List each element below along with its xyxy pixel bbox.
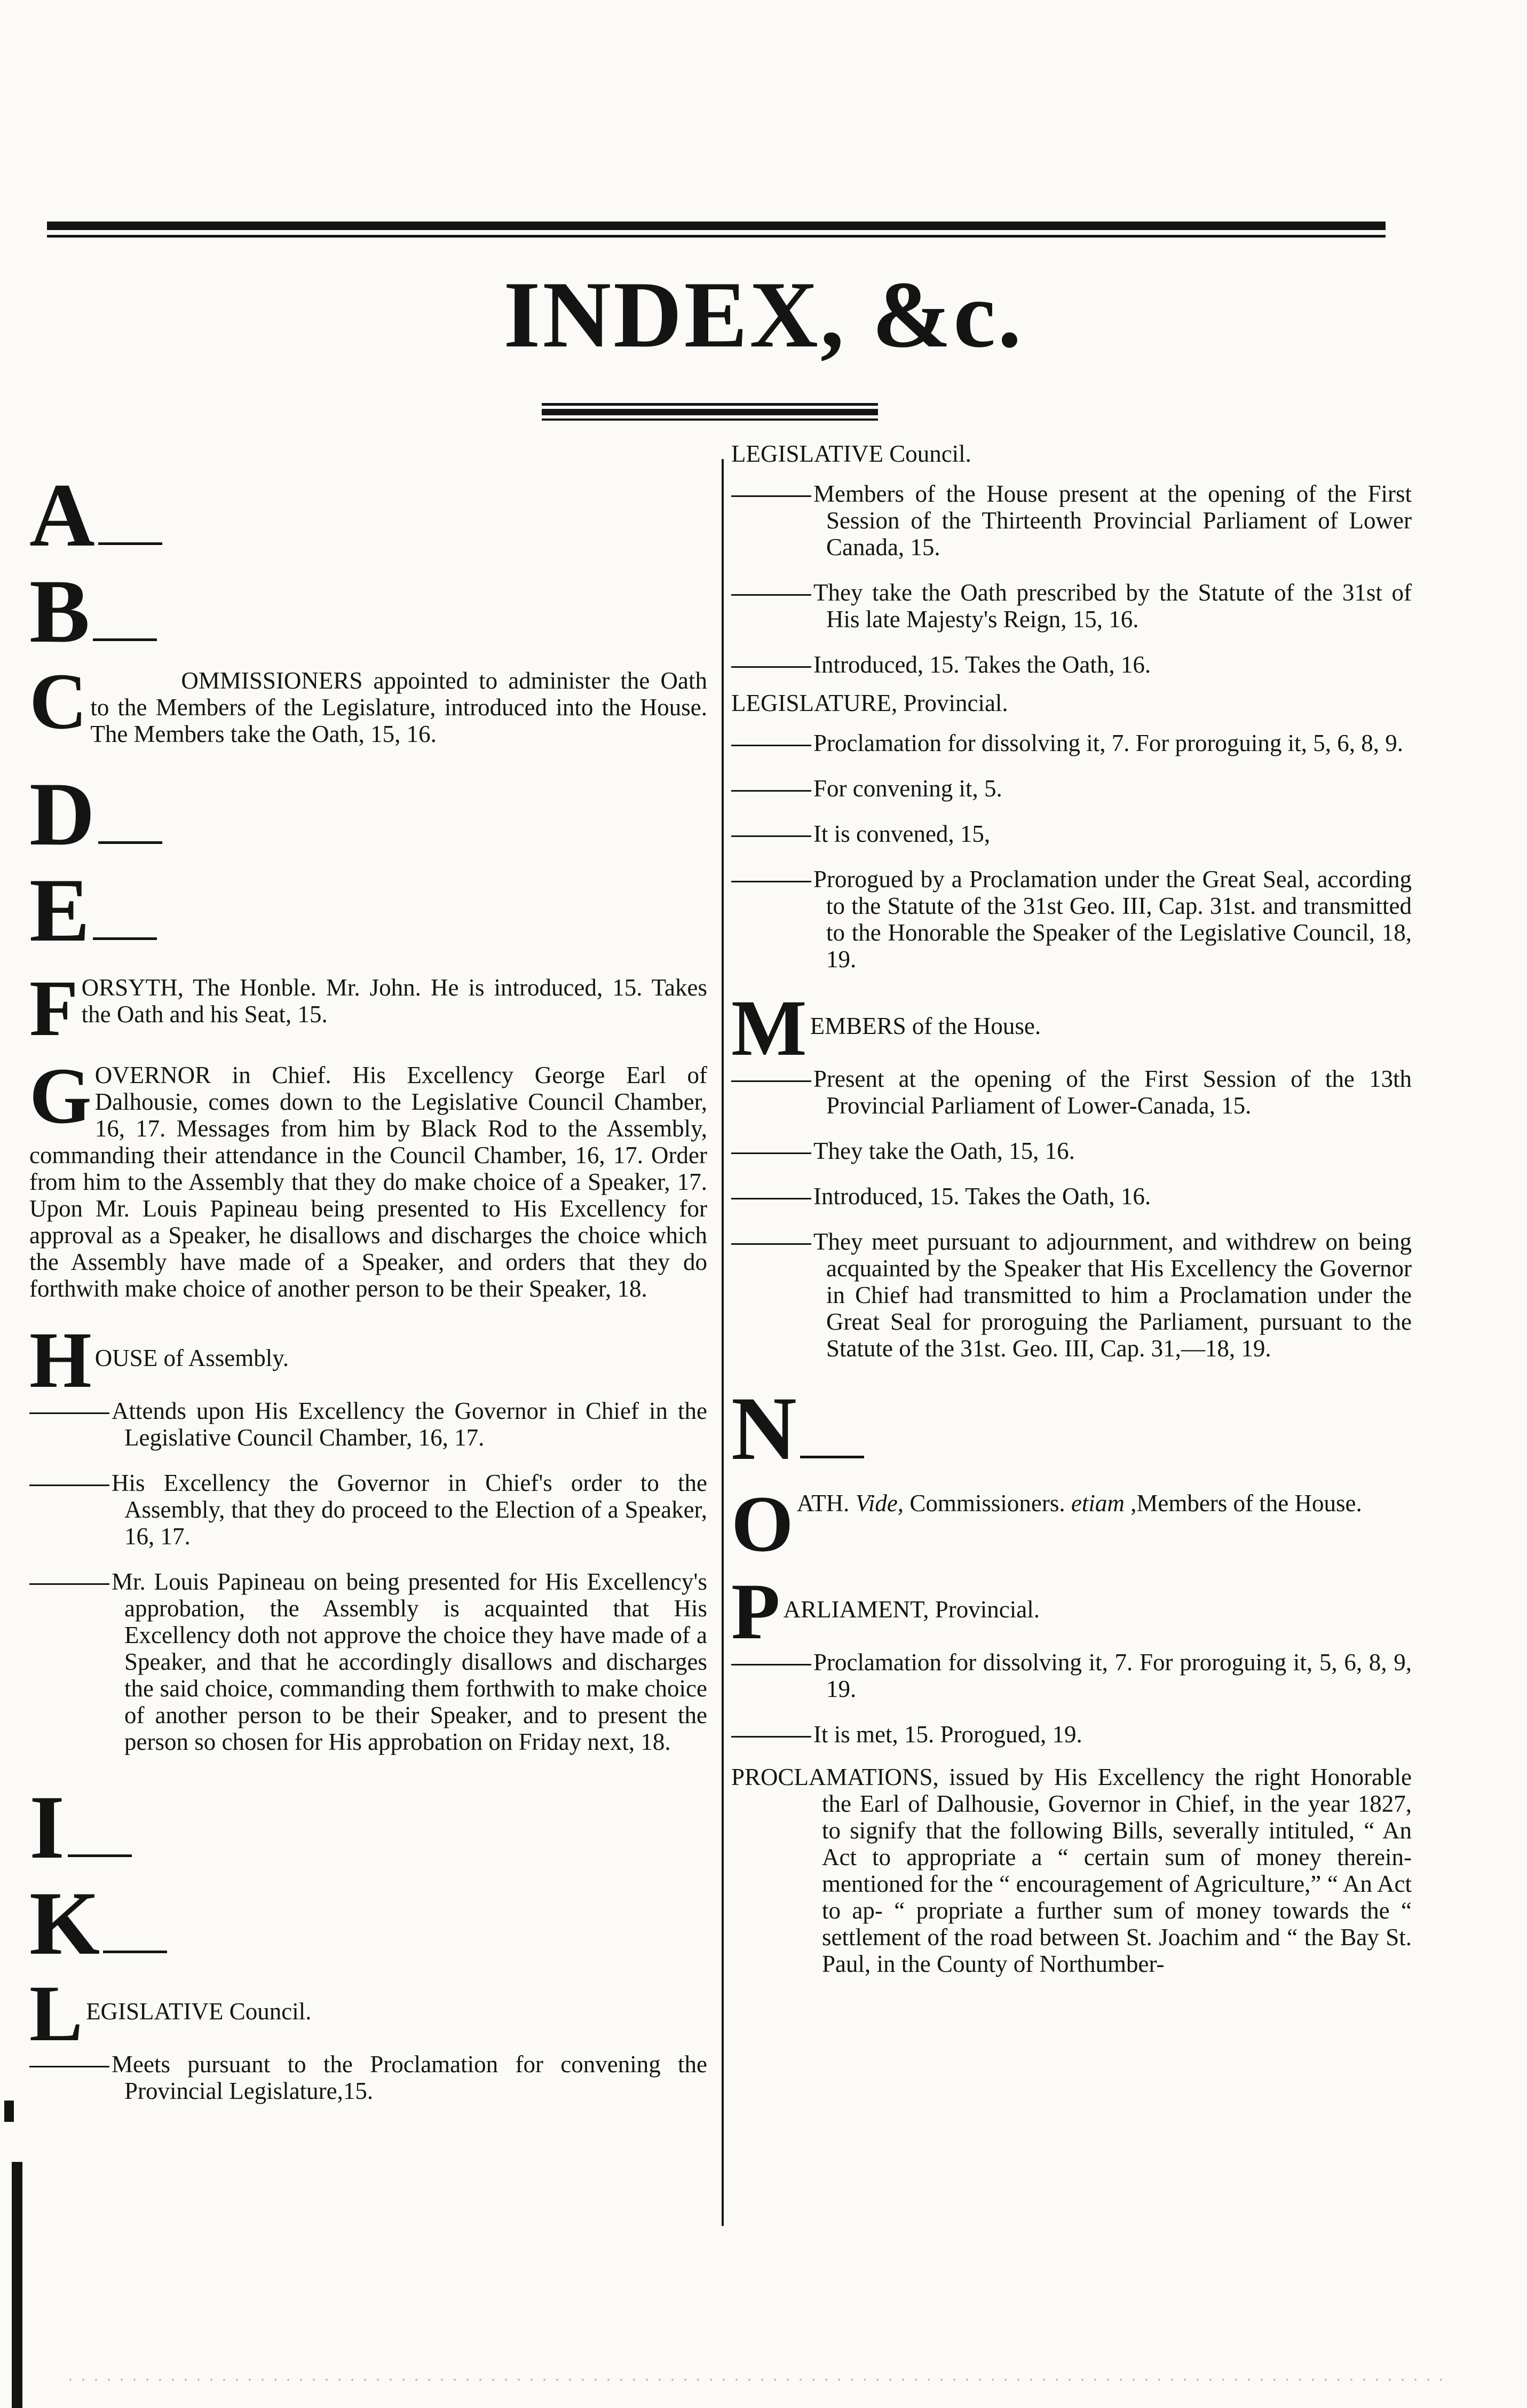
margin-bar [12,2162,22,2408]
sub-entry: Mr. Louis Papineau on being presented for His Excellency's approbation, the Assembly is acquainted that His Excellency doth not approve the choice they have made of a Speaker, and that he accordingly disallows and discharges the said choice, commanding them forthwith to make choice of another person to be their Speaker, and to present the person so chosen for His approbation on Friday next, 18. [29,1568,707,1755]
letter-head-k: K [29,1878,707,1969]
column-divider [722,459,724,2226]
left-column [29,459,707,2104]
top-double-rule [47,222,1386,238]
dropcap-p: P [731,1577,780,1644]
sub-entry: They meet pursuant to adjournment, and withdrew on being acquainted by the Speaker that His Excellency the Governor in Chief had transmitted to him a Proclamation under the Great Seal for proroguing the Parliament, pursuant to the Statute of the 31st. Geo. III, Cap. 31,—18, 19. [731,1228,1412,1362]
letter-head-e: E [29,865,707,956]
entry-legislative-council: L EGISLATIVE Council. [29,1979,312,2046]
sub-entry: His Excellency the Governor in Chief's order to the Assembly, that they do proceed to the Election of a Speaker, 16, 17. [29,1470,707,1550]
dropcap-c: C [29,667,88,746]
entry-oath: O ATH. Vide, Commissioners. etiam ,Members of the House. [731,1490,1362,1556]
title-ornament-rule [542,403,878,421]
entry-commissioners: C OMMISSIONERS appointed to administer the Oath to the Members of the Legislature, introduced into the House. The Members take the Oath, 15, 16. [29,667,707,747]
letter-head-b: B [29,566,707,657]
sub-entry: Prorogued by a Proclamation under the Great Seal, according to the Statute of the 31st Geo. III, Cap. 31st. and transmitted to the Honorable the Speaker of the Legislative Council, 18, 19. [731,866,1412,973]
sub-entry: Proclamation for dissolving it, 7. For proroguing it, 5, 6, 8, 9. [731,730,1412,756]
sub-entry: Present at the opening of the First Session of the 13th Provincial Parliament of Lower-Canada, 15. [731,1065,1412,1119]
letter-head-d: D [29,769,707,859]
entry-head: LEGISLATIVE Council. [731,440,971,467]
entry-head: LEGISLATURE, Provincial. [731,690,1008,716]
dropcap-f: F [29,974,78,1040]
letter-head-i: I [29,1782,707,1873]
dropcap-l: L [29,1979,83,2046]
sub-entry: Introduced, 15. Takes the Oath, 16. [731,1183,1412,1210]
entry-members: M EMBERS of the House. [731,994,1041,1060]
dropcap-m: M [731,994,807,1060]
page-title: INDEX, &c. [503,262,1024,367]
bottom-speckle [64,2378,1452,2381]
sub-entry: It is met, 15. Prorogued, 19. [731,1721,1412,1748]
margin-mark [4,2101,14,2122]
sub-entry: Meets pursuant to the Proclamation for convening the Provincial Legislature,15. [29,2051,707,2104]
letter-head-n: N [731,1383,1412,1474]
entry-proclamations: PROCLAMATIONS, issued by His Excellency the right Honorable the Earl of Dalhousie, Governor in Chief, in the year 1827, to signify that the following Bills, severally intituled, “ An Act to appropriate a “ certain sum of money therein-mentioned for the “ encouragement of Agriculture,” “ An Act to ap- “ propriate a further sum of money towards the “ settlement of the road between St. Joachim and “ the Bay St. Paul, in the County of Northumber- [731,1764,1412,1977]
sub-entry: Members of the House present at the opening of the First Session of the Thirteenth Provincial Parliament of Lower Canada, 15. [731,480,1412,560]
dropcap-h: H [29,1326,92,1392]
sub-entry: It is convened, 15, [731,820,1412,847]
sub-entry: They take the Oath prescribed by the Statute of the 31st of His late Majesty's Reign, 15, 16. [731,579,1412,633]
letter-head-a: A [29,470,707,560]
dropcap-o: O [731,1490,794,1556]
right-column [731,440,1412,1977]
sub-entry: Attends upon His Excellency the Governor in Chief in the Legislative Council Chamber, 16, 17. [29,1398,707,1451]
entry-forsyth: F ORSYTH, The Honble. Mr. John. He is introduced, 15. Takes the Oath and his Seat, 15. [29,974,707,1040]
sub-entry: For convening it, 5. [731,775,1412,802]
sub-entry: Proclamation for dissolving it, 7. For proroguing it, 5, 6, 8, 9, 19. [731,1649,1412,1702]
sub-entry: They take the Oath, 15, 16. [731,1138,1412,1164]
dropcap-g: G [29,1062,92,1140]
entry-parliament: P ARLIAMENT, Provincial. [731,1577,1040,1644]
sub-entry: Introduced, 15. Takes the Oath, 16. [731,651,1412,678]
entry-governor: G OVERNOR in Chief. His Excellency George Earl of Dalhousie, comes down to the Legislative Council Chamber, 16, 17. Messages from him by Black Rod to the Assembly, commanding their attendance in the Council Chamber, 16, 17. Order from him to the Assembly that they do make choice of a Speaker, 17. Upon Mr. Louis Papineau being presented to His Excellency for approval as a Speaker, he disallows and discharges the choice which the Assembly have made of a Speaker, and orders that they do forthwith make choice of another person to be their Speaker, 18. [29,1062,707,1302]
entry-house: H OUSE of Assembly. [29,1326,289,1392]
